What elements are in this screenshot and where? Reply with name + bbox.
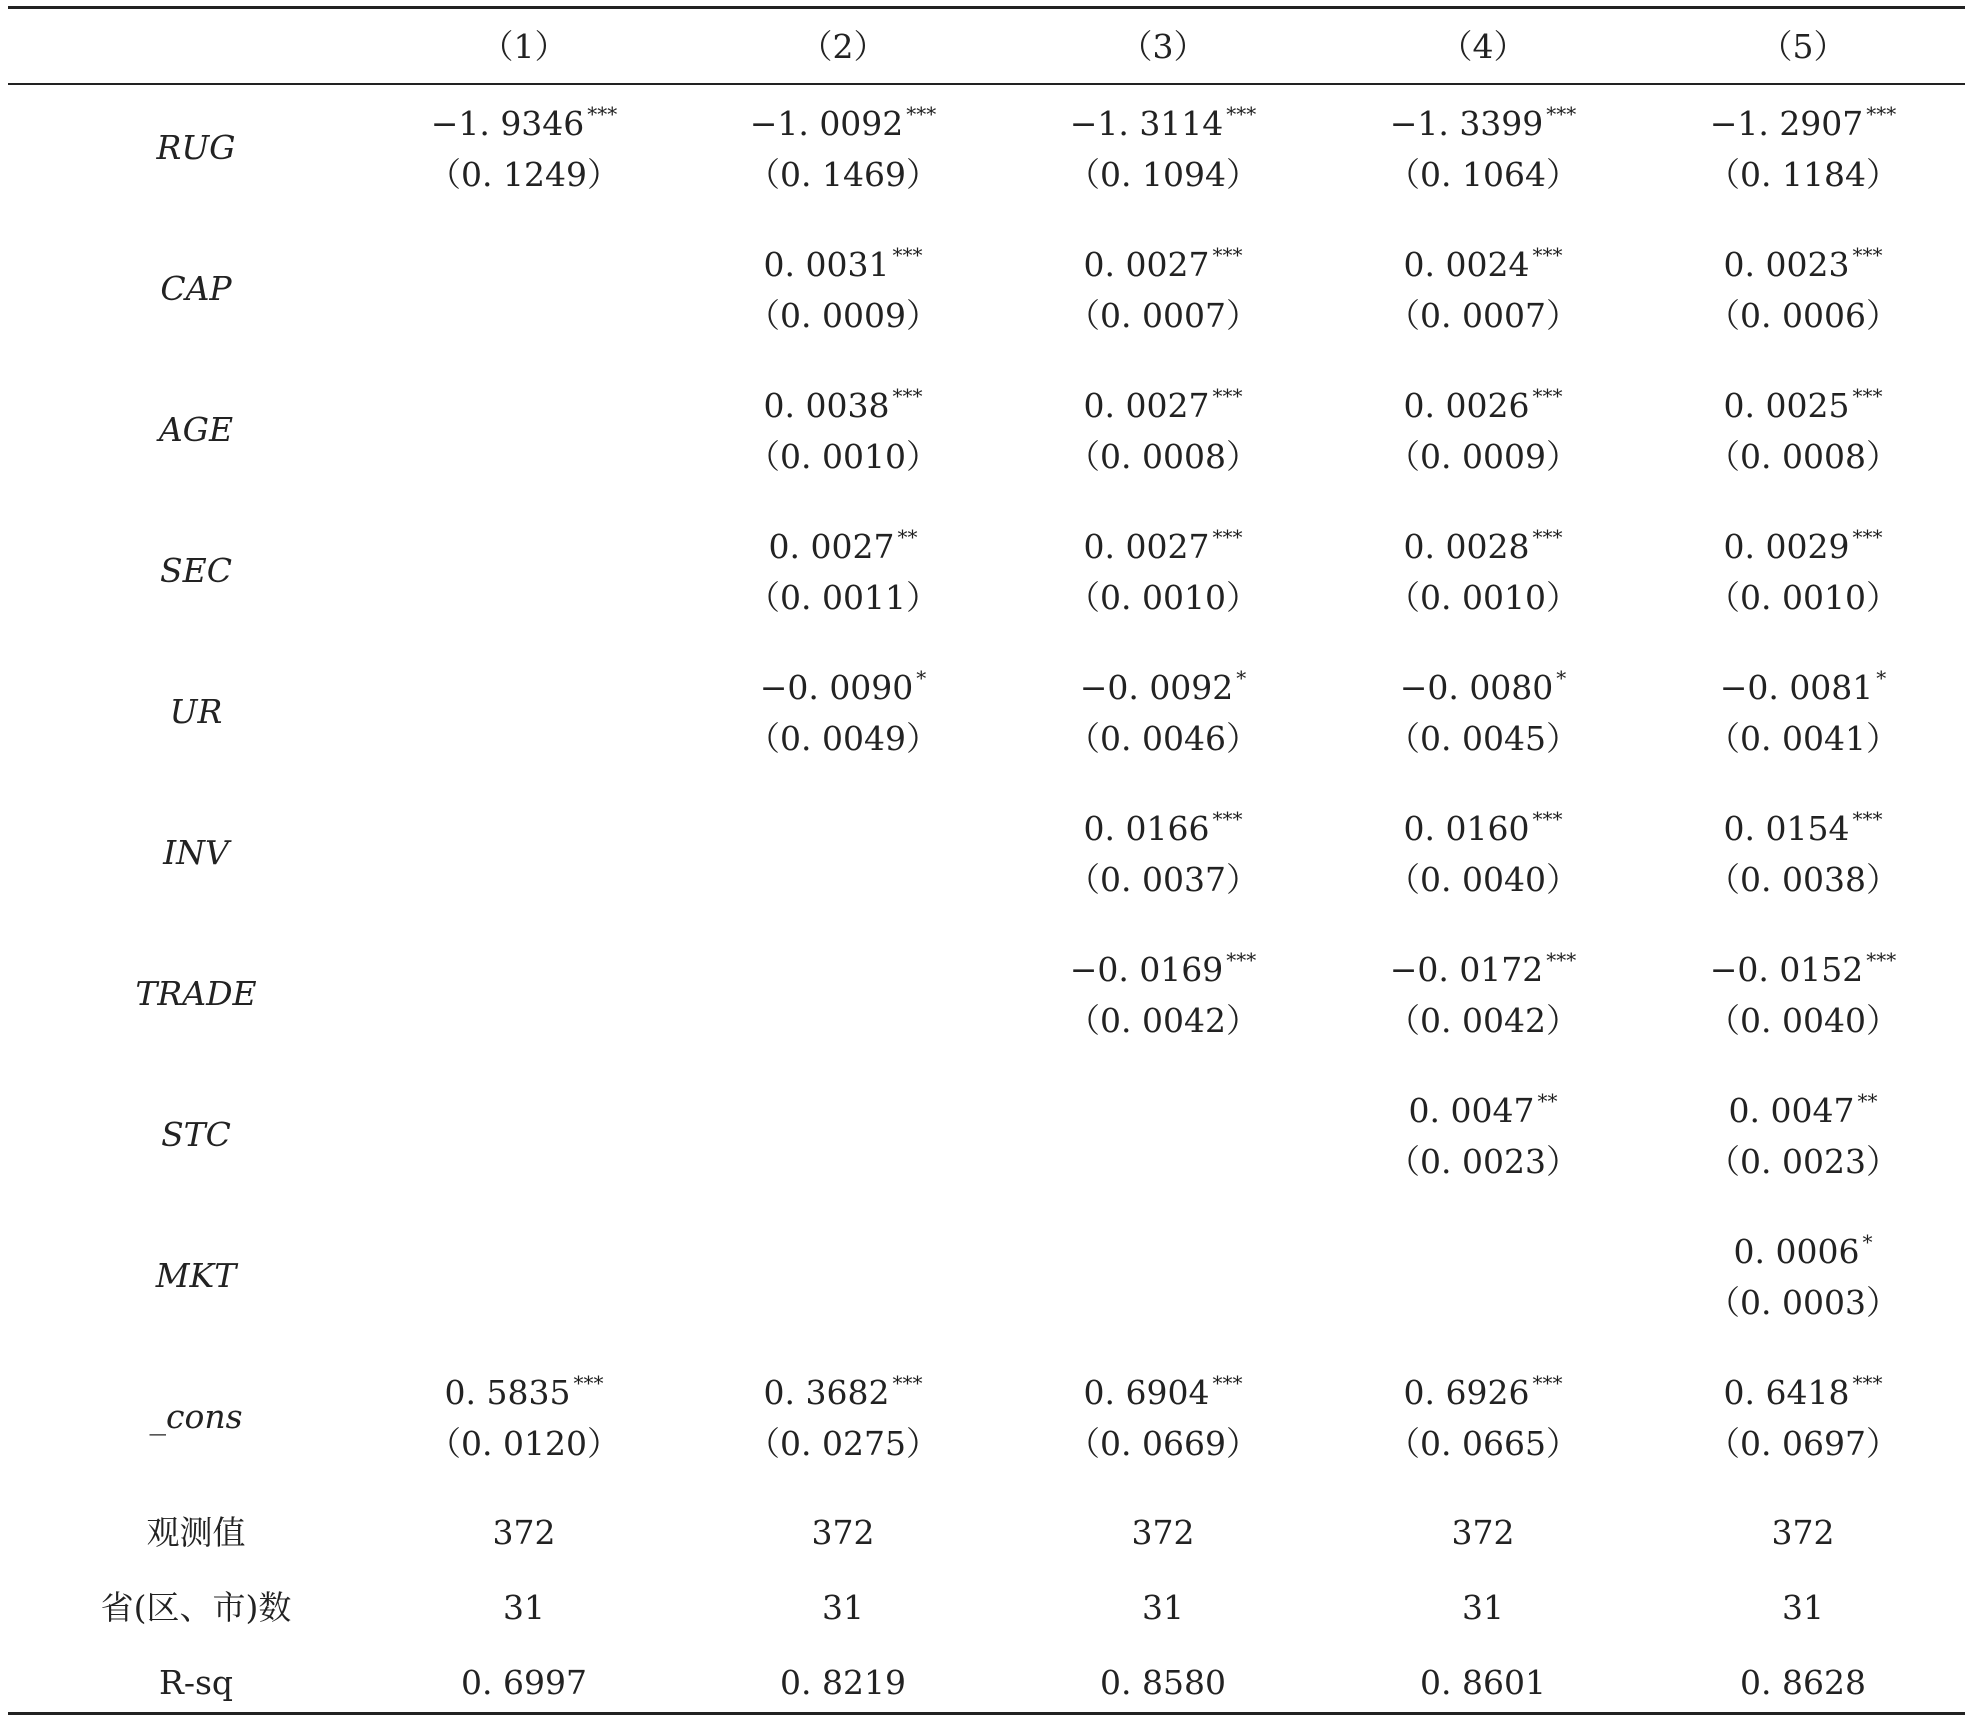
header-rule (8, 83, 1965, 85)
stat-value: 0. 8628 (1740, 1663, 1866, 1702)
coefficient-value: 0. 0027 (768, 527, 895, 566)
stat-value: 31 (503, 1588, 545, 1627)
row-label: AGE (158, 410, 234, 449)
standard-error: （0. 0007） (1387, 296, 1579, 335)
stat-value: 31 (1462, 1588, 1504, 1627)
stat-label: R-sq (158, 1663, 234, 1702)
row-label: SEC (160, 551, 232, 590)
significance-stars: *** (1852, 807, 1883, 831)
significance-stars: *** (1226, 102, 1257, 126)
coefficient-value: −0. 0172 (1389, 950, 1544, 989)
significance-stars: *** (1546, 102, 1577, 126)
significance-stars: * (1556, 666, 1567, 690)
coefficient (1013, 384, 1313, 425)
coefficient-value: 0. 5835 (444, 1373, 571, 1412)
coefficient (1013, 666, 1313, 707)
significance-stars: * (1236, 666, 1247, 690)
stat-label: 观测值 (146, 1513, 246, 1552)
coefficient (1653, 948, 1953, 989)
significance-stars: *** (1532, 1371, 1563, 1395)
significance-stars: * (1862, 1230, 1873, 1254)
coefficient-value: −0. 0090 (759, 668, 914, 707)
significance-stars: *** (587, 102, 618, 126)
top-rule (8, 6, 1965, 9)
row-label: STC (161, 1115, 231, 1154)
coefficient-value: −1. 3399 (1389, 104, 1544, 143)
standard-error: （0. 0010） (1387, 578, 1579, 617)
coefficient (1333, 102, 1633, 143)
standard-error: （0. 0011） (747, 578, 939, 617)
standard-error: （0. 0006） (1707, 296, 1899, 335)
significance-stars: *** (1212, 1371, 1243, 1395)
standard-error: （0. 0007） (1067, 296, 1259, 335)
stat-value: 372 (492, 1513, 556, 1552)
coefficient-value: 0. 0026 (1403, 386, 1530, 425)
coefficient-value: 0. 0025 (1723, 386, 1850, 425)
standard-error: （0. 0008） (1707, 437, 1899, 476)
standard-error: （0. 0010） (747, 437, 939, 476)
standard-error: （0. 0010） (1067, 578, 1259, 617)
standard-error: （0. 0041） (1707, 719, 1899, 758)
standard-error: （0. 0045） (1387, 719, 1579, 758)
row-label: CAP (160, 269, 232, 308)
standard-error: （0. 0040） (1387, 860, 1579, 899)
coefficient (1013, 243, 1313, 284)
coefficient (1013, 1371, 1313, 1412)
stat-value: 372 (1771, 1513, 1835, 1552)
stat-value: 31 (822, 1588, 864, 1627)
coefficient (693, 243, 993, 284)
stat-value: 0. 8219 (780, 1663, 906, 1702)
coefficient-value: 0. 0047 (1408, 1091, 1535, 1130)
coefficient-value: −0. 0080 (1399, 668, 1554, 707)
standard-error: （0. 1094） (1067, 155, 1259, 194)
significance-stars: *** (1212, 807, 1243, 831)
coefficient-value: 0. 6904 (1083, 1373, 1210, 1412)
coefficient-value: 0. 0038 (763, 386, 890, 425)
row-label: MKT (155, 1256, 237, 1295)
coefficient-value: 0. 0023 (1723, 245, 1850, 284)
row-label: RUG (156, 128, 236, 167)
coefficient (1333, 948, 1633, 989)
coefficient-value: 0. 0027 (1083, 527, 1210, 566)
coefficient (1333, 243, 1633, 284)
coefficient (693, 384, 993, 425)
coefficient-value: 0. 0160 (1403, 809, 1530, 848)
coefficient (1333, 807, 1633, 848)
standard-error: （0. 1184） (1707, 155, 1899, 194)
significance-stars: *** (1532, 384, 1563, 408)
coefficient-value: 0. 0047 (1728, 1091, 1855, 1130)
significance-stars: *** (1532, 243, 1563, 267)
coefficient (1653, 102, 1953, 143)
column-header-3: （3） (1119, 27, 1207, 66)
coefficient (1013, 102, 1313, 143)
standard-error: （0. 0009） (747, 296, 939, 335)
coefficient (1653, 1230, 1953, 1271)
coefficient-value: −0. 0081 (1719, 668, 1874, 707)
significance-stars: *** (1852, 525, 1883, 549)
coefficient-value: −1. 0092 (749, 104, 904, 143)
coefficient (1653, 807, 1953, 848)
coefficient-value: 0. 0166 (1083, 809, 1210, 848)
standard-error: （0. 0046） (1067, 719, 1259, 758)
significance-stars: ** (1857, 1089, 1878, 1113)
significance-stars: *** (573, 1371, 604, 1395)
standard-error: （0. 0008） (1067, 437, 1259, 476)
coefficient (693, 102, 993, 143)
column-header-5: （5） (1759, 27, 1847, 66)
standard-error: （0. 1249） (428, 155, 620, 194)
coefficient (1333, 1371, 1633, 1412)
significance-stars: ** (1537, 1089, 1558, 1113)
coefficient (1333, 384, 1633, 425)
coefficient (693, 666, 993, 707)
stat-value: 0. 6997 (461, 1663, 587, 1702)
row-label: TRADE (135, 974, 257, 1013)
significance-stars: *** (892, 1371, 923, 1395)
stat-value: 0. 8580 (1100, 1663, 1226, 1702)
coefficient-value: −1. 2907 (1709, 104, 1864, 143)
significance-stars: *** (1226, 948, 1257, 972)
stat-value: 372 (811, 1513, 875, 1552)
coefficient-value: 0. 3682 (763, 1373, 890, 1412)
significance-stars: *** (1546, 948, 1577, 972)
stat-value: 372 (1131, 1513, 1195, 1552)
coefficient (693, 525, 993, 566)
significance-stars: *** (1532, 807, 1563, 831)
bottom-rule (8, 1712, 1965, 1715)
standard-error: （0. 0023） (1387, 1142, 1579, 1181)
row-label: UR (169, 692, 223, 731)
coefficient-value: 0. 0154 (1723, 809, 1850, 848)
standard-error: （0. 1064） (1387, 155, 1579, 194)
standard-error: （0. 0120） (428, 1424, 620, 1463)
coefficient (374, 102, 674, 143)
column-header-2: （2） (799, 27, 887, 66)
coefficient (374, 1371, 674, 1412)
significance-stars: *** (906, 102, 937, 126)
standard-error: （0. 0003） (1707, 1283, 1899, 1322)
standard-error: （0. 0009） (1387, 437, 1579, 476)
significance-stars: *** (1852, 243, 1883, 267)
coefficient (1013, 948, 1313, 989)
standard-error: （0. 0037） (1067, 860, 1259, 899)
coefficient-value: 0. 0031 (763, 245, 890, 284)
significance-stars: *** (1866, 948, 1897, 972)
significance-stars: *** (892, 384, 923, 408)
coefficient (1653, 243, 1953, 284)
stat-label: 省(区、市)数 (100, 1588, 292, 1627)
standard-error: （0. 0038） (1707, 860, 1899, 899)
column-header-1: （1） (480, 27, 568, 66)
standard-error: （0. 0023） (1707, 1142, 1899, 1181)
significance-stars: ** (897, 525, 918, 549)
coefficient (1653, 1089, 1953, 1130)
column-header-4: （4） (1439, 27, 1527, 66)
coefficient-value: −0. 0169 (1069, 950, 1224, 989)
significance-stars: *** (1212, 525, 1243, 549)
significance-stars: *** (1852, 384, 1883, 408)
standard-error: （0. 0275） (747, 1424, 939, 1463)
coefficient-value: −0. 0092 (1079, 668, 1234, 707)
stat-value: 31 (1782, 1588, 1824, 1627)
coefficient-value: 0. 6418 (1723, 1373, 1850, 1412)
coefficient (1653, 666, 1953, 707)
coefficient-value: 0. 0028 (1403, 527, 1530, 566)
coefficient-value: −0. 0152 (1709, 950, 1864, 989)
coefficient (1653, 1371, 1953, 1412)
coefficient-value: 0. 0006 (1733, 1232, 1860, 1271)
coefficient-value: −1. 3114 (1069, 104, 1224, 143)
standard-error: （0. 0669） (1067, 1424, 1259, 1463)
coefficient-value: −1. 9346 (430, 104, 585, 143)
coefficient-value: 0. 0024 (1403, 245, 1530, 284)
coefficient-value: 0. 0027 (1083, 386, 1210, 425)
standard-error: （0. 0040） (1707, 1001, 1899, 1040)
row-label: _cons (149, 1397, 243, 1436)
significance-stars: * (916, 666, 927, 690)
stat-value: 372 (1451, 1513, 1515, 1552)
coefficient-value: 0. 0027 (1083, 245, 1210, 284)
standard-error: （0. 0049） (747, 719, 939, 758)
coefficient (1013, 525, 1313, 566)
coefficient (1653, 384, 1953, 425)
standard-error: （0. 1469） (747, 155, 939, 194)
significance-stars: *** (892, 243, 923, 267)
significance-stars: *** (1866, 102, 1897, 126)
coefficient (1333, 666, 1633, 707)
coefficient (1013, 807, 1313, 848)
coefficient (1333, 525, 1633, 566)
significance-stars: *** (1852, 1371, 1883, 1395)
significance-stars: *** (1532, 525, 1563, 549)
stat-value: 0. 8601 (1420, 1663, 1546, 1702)
standard-error: （0. 0665） (1387, 1424, 1579, 1463)
standard-error: （0. 0042） (1067, 1001, 1259, 1040)
coefficient (1333, 1089, 1633, 1130)
standard-error: （0. 0697） (1707, 1424, 1899, 1463)
stat-value: 31 (1142, 1588, 1184, 1627)
coefficient-value: 0. 6926 (1403, 1373, 1530, 1412)
significance-stars: *** (1212, 384, 1243, 408)
row-label: INV (163, 833, 229, 872)
significance-stars: *** (1212, 243, 1243, 267)
standard-error: （0. 0042） (1387, 1001, 1579, 1040)
significance-stars: * (1876, 666, 1887, 690)
standard-error: （0. 0010） (1707, 578, 1899, 617)
coefficient-value: 0. 0029 (1723, 527, 1850, 566)
coefficient (693, 1371, 993, 1412)
coefficient (1653, 525, 1953, 566)
